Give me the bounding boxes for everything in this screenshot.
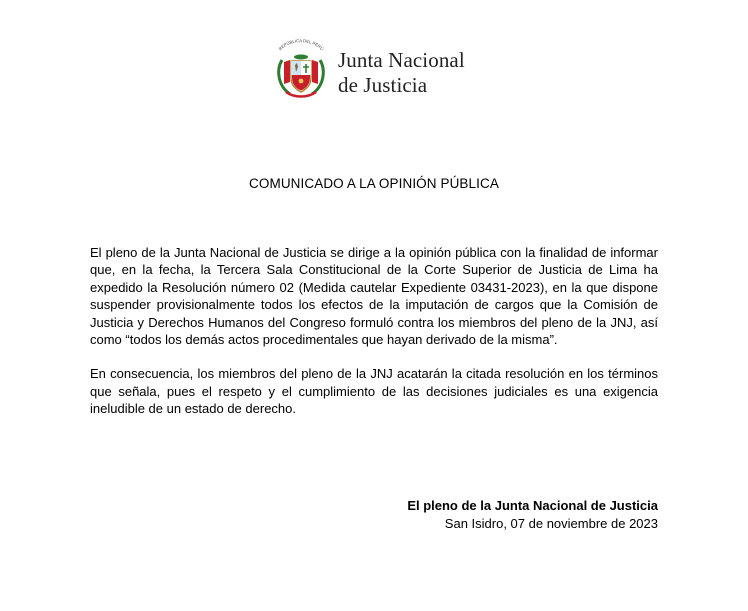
document-title: COMUNICADO A LA OPINIÓN PÚBLICA [249,176,499,191]
institution-name-line2: de Justicia [338,73,428,97]
document-body [90,244,658,435]
seal-text: REPÚBLICA DEL PERÚ [277,38,325,52]
peru-coat-of-arms-icon [272,38,330,100]
svg-text:REPÚBLICA DEL PERÚ [278,38,325,51]
paragraph-2: En consecuencia, los miembros del pleno de la JNJ acatarán la citada resolución en los términos que señala, pues el respeto y el cumplimiento de las decisiones judiciales es una exigencia ineludible de un estado de derecho. [90,366,658,417]
institution-logo [272,38,482,100]
institution-name [338,48,465,98]
paragraph-1: El pleno de la Junta Nacional de Justicia se dirige a la opinión pública con la finalidad de informar que, en la fecha, la Tercera Sala Constitucional de la Corte Superior de Justicia de Lima ha expedido la Resolución número 02 (Medida cautelar Expediente 03431-2023), en la que dispone suspender provisionalmente todos los efectos de la imputación de cargos que la Comisión de Justicia y Derechos Humanos del Congreso formuló contra los miembros del pleno de la JNJ, así como “todos los demás actos procedimentales que hayan derivado de la misma”. [90,245,658,348]
signature-block [407,497,658,533]
institution-name-line1: Junta Nacional [338,48,465,72]
signature-place-date: San Isidro, 07 de noviembre de 2023 [444,516,658,531]
signature-name: El pleno de la Junta Nacional de Justicia [407,498,658,513]
